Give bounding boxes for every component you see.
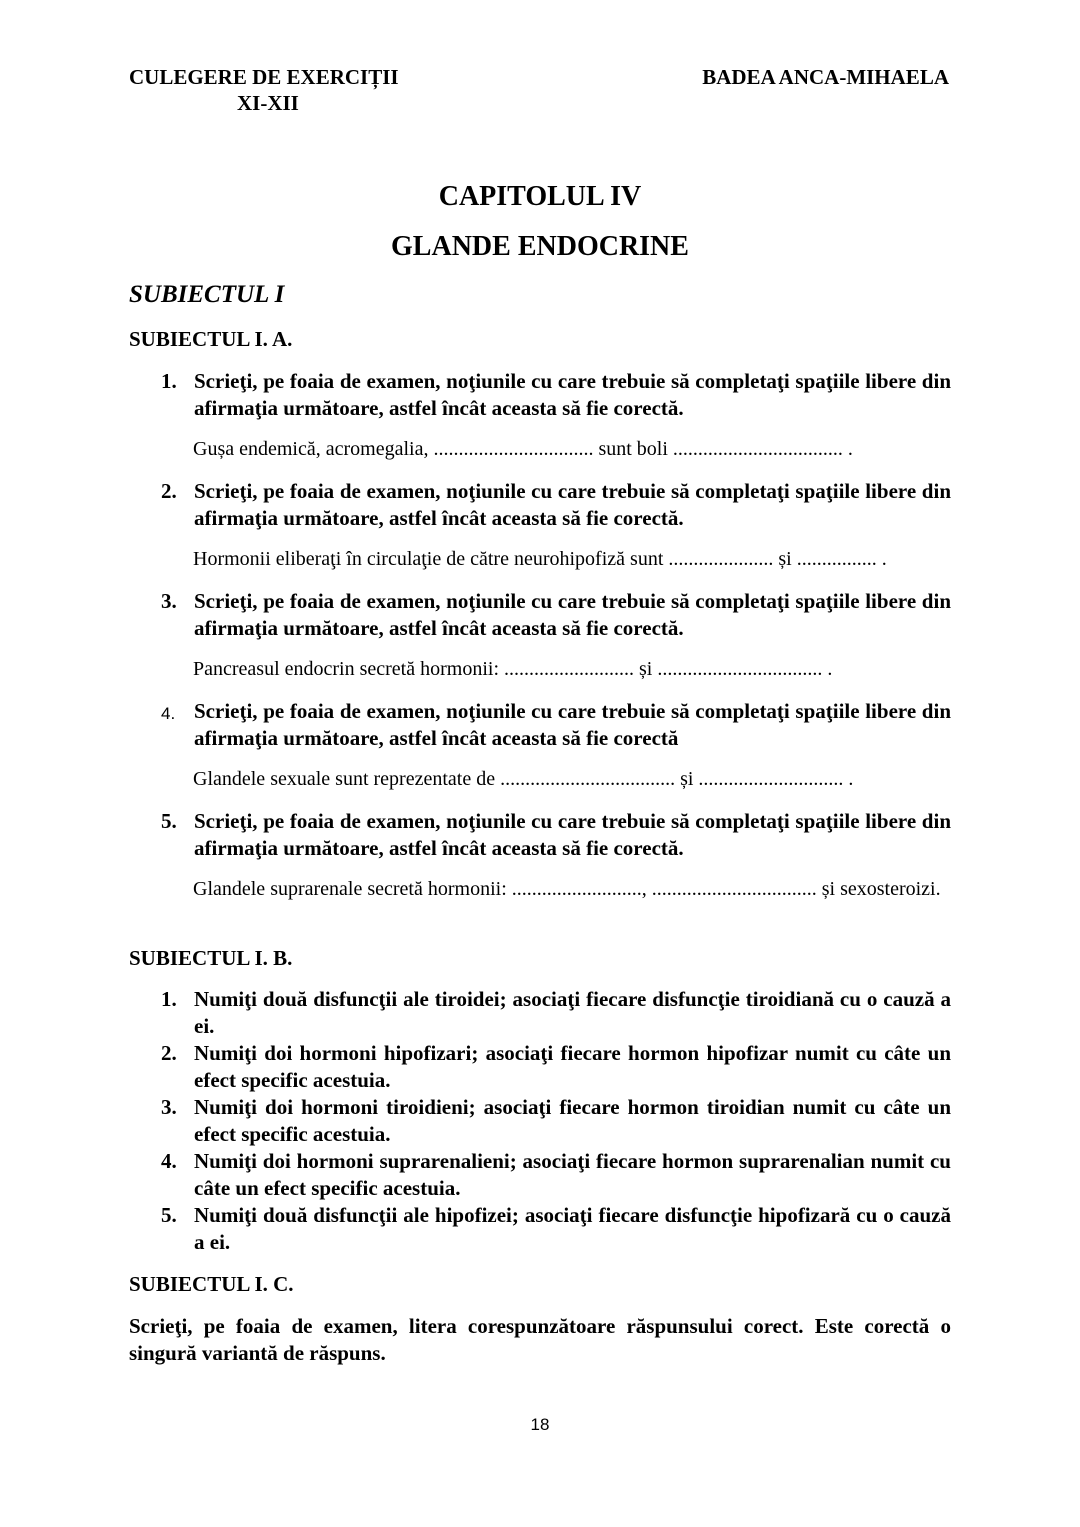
section-a-item-1-statement: Gușa endemică, acromegalia, ................................ sunt boli .................................. . [193, 438, 853, 460]
section-a-heading: SUBIECTUL I. A. [129, 327, 293, 351]
chapter-number: CAPITOLUL IV [438, 181, 642, 212]
grade-level: XI-XII [237, 91, 299, 115]
item-number: 5. [161, 1203, 177, 1227]
item-text: Numiţi două disfuncţii ale tiroidei; asociaţi fiecare disfuncţie tiroidiană cu o cauză a ei. [194, 987, 951, 1038]
section-a-item-5 [161, 808, 951, 862]
item-question: Scrieţi, pe foaia de examen, noţiunile cu care trebuie să completaţi spaţiile libere din afirmaţia următoare, astfel încât aceasta să fie corectă [194, 699, 951, 750]
item-question: Scrieţi, pe foaia de examen, noţiunile cu care trebuie să completaţi spaţiile libere din afirmaţia următoare, astfel încât aceasta să fie corectă. [194, 809, 951, 860]
section-b-item-4 [161, 1148, 951, 1202]
section-b-item-1 [161, 986, 951, 1040]
section-a-item-2-statement: Hormonii eliberaţi în circulaţie de către neurohipofiză sunt ..................... și ................ . [193, 548, 887, 570]
item-question: Scrieţi, pe foaia de examen, noţiunile cu care trebuie să completaţi spaţiile libere din afirmaţia următoare, astfel încât aceasta să fie corectă. [194, 589, 951, 640]
item-number: 5. [161, 809, 177, 833]
item-number: 1. [161, 369, 177, 393]
section-a-item-2 [161, 478, 951, 532]
author-name: BADEA ANCA-MIHAELA [702, 65, 949, 89]
page-number: 18 [530, 1415, 550, 1434]
item-question: Scrieţi, pe foaia de examen, noţiunile cu care trebuie să completaţi spaţiile libere din afirmaţia următoare, astfel încât aceasta să fie corectă. [194, 369, 951, 420]
section-a-item-4 [161, 698, 951, 752]
section-a-item-1 [161, 368, 951, 422]
section-a-item-3-statement: Pancreasul endocrin secretă hormonii: .......................... și ................................. . [193, 658, 833, 680]
book-title: CULEGERE DE EXERCIȚII [129, 65, 399, 89]
section-a-item-4-statement: Glandele sexuale sunt reprezentate de ................................... și ............................. . [193, 768, 854, 790]
item-text: Numiţi două disfuncţii ale hipofizei; asociaţi fiecare disfuncţie hipofizară cu o cauză a ei. [194, 1203, 951, 1254]
item-number: 3. [161, 1095, 177, 1119]
chapter-title: GLANDE ENDOCRINE [391, 231, 689, 262]
section-a-item-5-statement: Glandele suprarenale secretă hormonii: .........................., ................................. și sexosteroizi. [193, 878, 941, 900]
section-b-item-3 [161, 1094, 951, 1148]
item-number: 3. [161, 589, 177, 613]
item-question: Scrieţi, pe foaia de examen, noţiunile cu care trebuie să completaţi spaţiile libere din afirmaţia următoare, astfel încât aceasta să fie corectă. [194, 479, 951, 530]
item-text: Numiţi doi hormoni tiroidieni; asociaţi fiecare hormon tiroidian numit cu câte un efect specific acestuia. [194, 1095, 951, 1146]
item-text: Numiţi doi hormoni hipofizari; asociaţi fiecare hormon hipofizar numit cu câte un efect specific acestuia. [194, 1041, 951, 1092]
section-b-item-5 [161, 1202, 951, 1256]
item-number: 4. [161, 1149, 177, 1173]
item-number: 2. [161, 479, 177, 503]
running-header-left [129, 64, 409, 116]
section-b-item-2 [161, 1040, 951, 1094]
item-text: Numiţi doi hormoni suprarenalieni; asociaţi fiecare hormon suprarenalian numit cu câte un efect specific acestuia. [194, 1149, 951, 1200]
item-number: 4. [161, 704, 176, 723]
subject-heading: SUBIECTUL I [129, 281, 285, 308]
item-number: 1. [161, 987, 177, 1011]
item-number: 2. [161, 1041, 177, 1065]
section-c-instructions: Scrieţi, pe foaia de examen, litera corespunzătoare răspunsului corect. Este corectă o singură variantă de răspuns. [129, 1314, 951, 1365]
section-c-heading: SUBIECTUL I. C. [129, 1272, 294, 1296]
section-a-item-3 [161, 588, 951, 642]
section-b-heading: SUBIECTUL I. B. [129, 946, 293, 970]
